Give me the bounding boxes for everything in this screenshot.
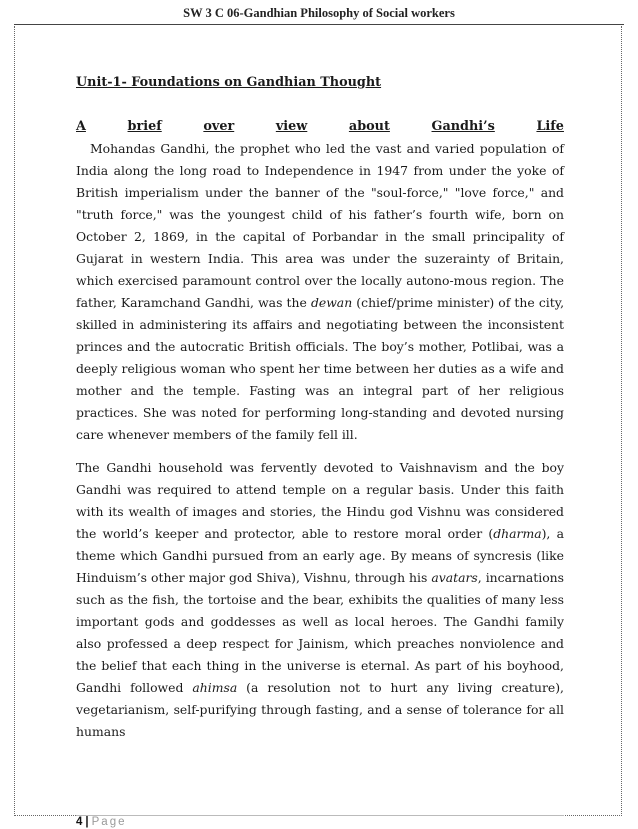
section-title-word: Life — [536, 119, 564, 134]
footer-rule — [76, 815, 564, 816]
paragraph-2-text: (a resolution not to hurt any living creature), vegetarianism, self-purifying through fasting, and a sense of tolerance for all humans — [76, 680, 564, 739]
page-label: Page — [91, 816, 127, 828]
paragraph-2 — [76, 457, 564, 743]
paragraph-1-text: (chief/prime minister) of the city, skilled in administering its affairs and negotiating between the inconsistent princes and the autocratic British officials. The boy’s mother, Potlibai, was a deeply religious woman who spent her time between her duties as a wife and mother and the temple. Fasting was an integral part of her religious practices. She was noted for performing long-standing and devoted nursing care whenever members of the family fell ill. — [76, 295, 565, 442]
section-title-word: Gandhi’s — [431, 119, 495, 134]
section-title-word: over — [203, 119, 235, 134]
section-title — [76, 116, 564, 138]
paragraph-2-italic-dharma: dharma — [493, 526, 542, 541]
paragraph-1 — [76, 138, 564, 446]
page-footer — [76, 815, 126, 829]
header-rule — [14, 24, 624, 25]
page-content — [76, 72, 564, 743]
section-title-word: view — [275, 119, 308, 134]
footer-separator: | — [85, 816, 89, 828]
page-number: 4 — [76, 816, 83, 828]
paragraph-2-text: , incarnations such as the fish, the tortoise and the bear, exhibits the qualities of many less important gods and goddesses as well as local heroes. The Gandhi family also professed a deep respect for Jainism, which preaches nonviolence and the belief that each thing in the universe is eternal. As part of his boyhood, Gandhi followed — [76, 570, 564, 695]
unit-title: Unit-1- Foundations on Gandhian Thought — [76, 75, 382, 90]
paragraph-2-italic-ahimsa: ahimsa — [192, 680, 238, 695]
paragraph-2-italic-avatars: avatars — [431, 570, 478, 585]
paragraph-1-italic-dewan: dewan — [310, 295, 353, 310]
section-title-word: A — [76, 119, 86, 134]
paragraph-2-text: The Gandhi household was fervently devoted to Vaishnavism and the boy Gandhi was required to attend temple on a regular basis. Under this faith with its wealth of images and stories, the Hindu god Vishnu was considered the world’s keeper and protector, able to restore moral order ( — [76, 460, 564, 541]
paragraph-2-text: ), a theme which Gandhi pursued from an early age. By means of syncresis (like Hinduism’s other major god Shiva), Vishnu, through his — [76, 526, 564, 585]
paragraph-1-text: Mohandas Gandhi, the prophet who led the vast and varied population of India along the long road to Independence in 1947 from under the yoke of British imperialism under the banner of the "soul-force," "love force," and "truth force," was the youngest child of his father’s fourth wife, born on October 2, 1869, in the capital of Porbandar in the small principality of Gujarat in western India. This area was under the suzerainty of Britain, which exercised paramount control over the locally autono-mous region. The father, Karamchand Gandhi, was the — [76, 141, 564, 310]
section-title-word: about — [348, 119, 390, 134]
running-header: SW 3 C 06-Gandhian Philosophy of Social workers — [183, 6, 455, 20]
section-title-word: brief — [127, 119, 162, 134]
